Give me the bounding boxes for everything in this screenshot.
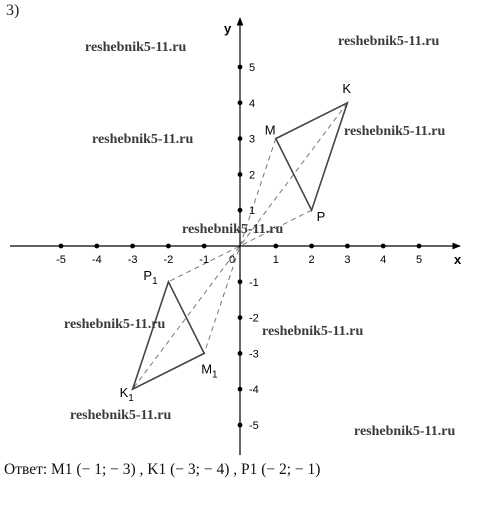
y-tick-mark	[238, 423, 243, 428]
y-tick-mark	[238, 315, 243, 320]
x-tick-label: 3	[344, 254, 351, 266]
watermark: reshebnik5-11.ru	[182, 222, 284, 237]
x-tick-mark	[166, 244, 171, 249]
x-tick-label: 5	[415, 254, 423, 266]
y-tick-mark	[238, 208, 243, 213]
y-axis-label: y	[224, 21, 232, 36]
watermark: reshebnik5-11.ru	[344, 124, 446, 139]
y-tick-mark	[238, 351, 243, 356]
x-tick-mark	[381, 244, 386, 249]
watermark: reshebnik5-11.ru	[70, 408, 172, 423]
x-tick-label: -4	[91, 254, 102, 266]
x-tick-label: -5	[56, 254, 66, 266]
triangle-mkp	[276, 103, 348, 210]
problem-number: 3)	[6, 2, 20, 19]
x-tick-mark	[94, 244, 99, 249]
x-tick-mark	[273, 244, 278, 249]
x-tick-label: -2	[163, 254, 174, 266]
x-axis-label: x	[454, 252, 462, 267]
y-tick-label: 1	[249, 205, 256, 218]
y-tick-label: 4	[249, 97, 256, 110]
vertex-label-p: P	[316, 209, 326, 225]
y-tick-label: 3	[249, 133, 256, 146]
y-tick-mark	[238, 100, 243, 105]
vertex-label-k1: $K_1$	[119, 385, 134, 405]
y-tick-label: -2	[249, 312, 259, 325]
y-tick-mark	[238, 136, 243, 141]
watermark: reshebnik5-11.ru	[338, 34, 440, 49]
y-tick-mark	[238, 387, 243, 392]
watermark: reshebnik5-11.ru	[64, 317, 166, 332]
x-tick-mark	[202, 244, 207, 249]
y-tick-label: 5	[249, 62, 256, 74]
y-tick-label: -1	[249, 276, 259, 289]
origin-label: 0	[229, 254, 236, 266]
x-tick-mark	[309, 244, 314, 249]
x-tick-label: 4	[380, 254, 387, 266]
answer-text: Ответ: M1 (− 1; − 3) , K1 (− 3; − 4) , P1 (− 2; − 1)	[4, 461, 321, 478]
watermark: reshebnik5-11.ru	[354, 424, 456, 439]
y-tick-mark	[238, 172, 243, 177]
watermark: reshebnik5-11.ru	[262, 324, 364, 339]
triangle-m1k1p1	[133, 282, 205, 389]
y-tick-mark	[238, 65, 243, 70]
y-tick-label: -3	[249, 348, 259, 361]
watermark: reshebnik5-11.ru	[85, 40, 187, 55]
x-tick-label: -3	[127, 254, 138, 266]
x-tick-mark	[59, 244, 64, 249]
vertex-label-k: K	[342, 80, 352, 96]
x-tick-label: 1	[272, 254, 279, 266]
y-tick-mark	[238, 279, 243, 284]
y-tick-label: -4	[249, 384, 259, 397]
watermark: reshebnik5-11.ru	[92, 132, 194, 147]
x-tick-mark	[345, 244, 350, 249]
vertex-label-p1: $P_1$	[143, 267, 158, 287]
vertex-label-m1: $M_1$	[201, 361, 218, 381]
x-tick-label: -1	[199, 254, 210, 266]
x-tick-mark	[130, 244, 135, 249]
x-tick-label: 2	[308, 254, 315, 266]
x-tick-mark	[417, 244, 422, 249]
y-tick-label: -5	[249, 420, 259, 432]
vertex-label-m: M	[264, 122, 276, 138]
y-tick-label: 2	[249, 169, 256, 182]
